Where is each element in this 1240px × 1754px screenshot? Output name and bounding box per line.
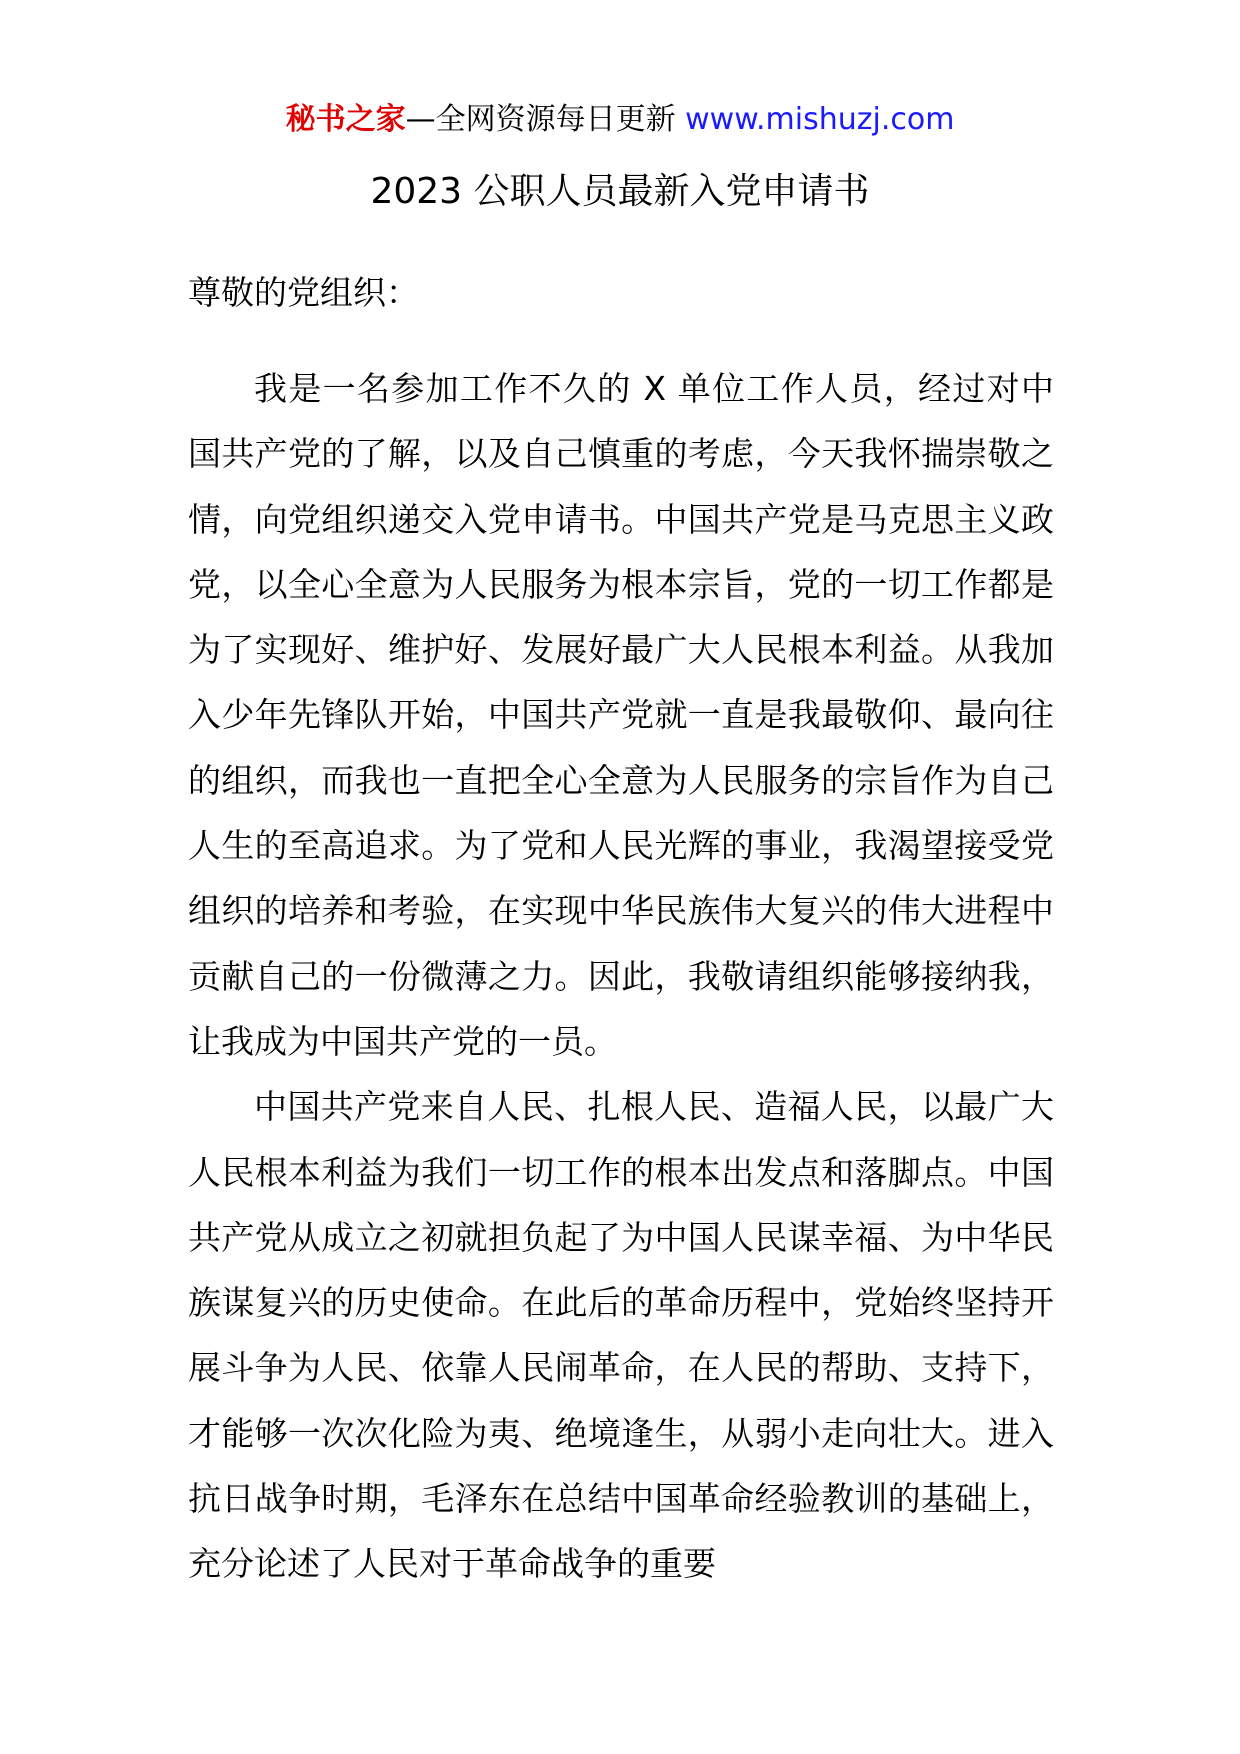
site-tagline: —全网资源每日更新 <box>405 102 686 137</box>
paragraph-2: 中国共产党来自人民、扎根人民、造福人民，以最广大人民根本利益为我们一切工作的根本出发点和落脚点。中国共产党从成立之初就担负起了为中国人民谋幸福、为中华民族谋复兴的历史使命。在此后的革命历程中，党始终坚持开展斗争为人民、依靠人民闹革命，在人民的帮助、支持下，才能够一次次化险为夷、绝境逢生，从弱小走向壮大。进入抗日战争时期，毛泽东在总结中国革命经验教训的基础上，充分论述了人民对于革命战争的重要 <box>188 1087 1054 1584</box>
salutation: 尊敬的党组织： <box>188 273 419 312</box>
document-body <box>188 356 1054 1597</box>
paragraph-1: 我是一名参加工作不久的 X 单位工作人员，经过对中国共产党的了解，以及自己慎重的考虑，今天我怀揣崇敬之情，向党组织递交入党申请书。中国共产党是马克思主义政党，以全心全意为人民服务为根本宗旨，党的一切工作都是为了实现好、维护好、发展好最广大人民根本利益。从我加入少年先锋队开始，中国共产党就一直是我最敬仰、最向往的组织，而我也一直把全心全意为人民服务的宗旨作为自己人生的至高追求。为了党和人民光辉的事业，我渴望接受党组织的培养和考验，在实现中华民族伟大复兴的伟大进程中贡献自己的一份微薄之力。因此，我敬请组织能够接纳我，让我成为中国共产党的一员。 <box>188 369 1054 1061</box>
site-header <box>0 100 1240 140</box>
site-brand: 秘书之家 <box>285 102 406 137</box>
site-url-link[interactable]: www.mishuzj.com <box>685 102 955 137</box>
document-title: 2023 公职人员最新入党申请书 <box>370 171 870 212</box>
